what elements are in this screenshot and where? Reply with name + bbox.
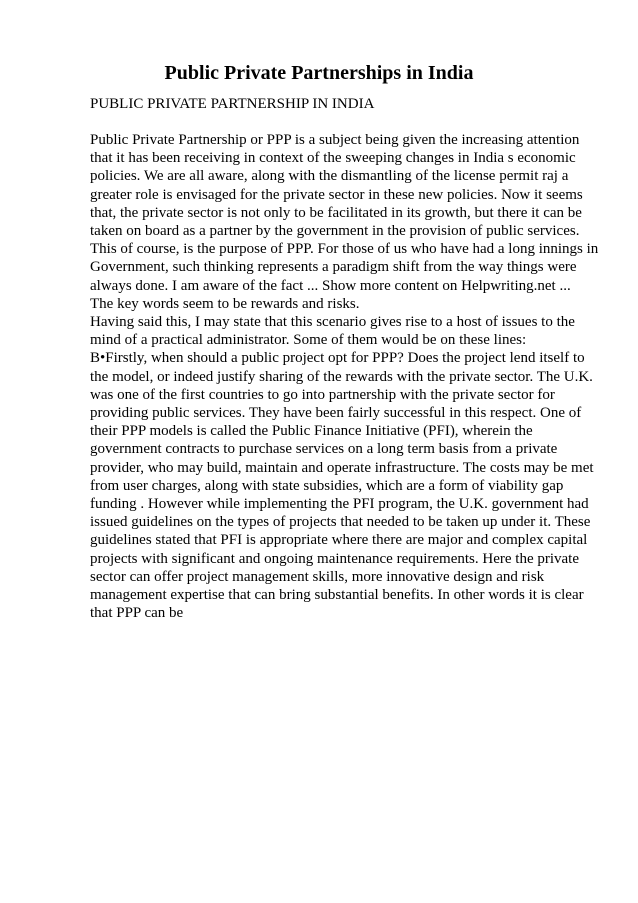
- body-line: guidelines stated that PFI is appropriate where there are major and complex capital: [90, 532, 588, 549]
- body-line: from user charges, along with state subsidies, which are a form of viability gap: [90, 477, 564, 494]
- body-line: B•Firstly, when should a public project opt for PPP? Does the project lend itself to: [90, 350, 585, 367]
- body-line: mind of a practical administrator. Some of them would be on these lines:: [90, 332, 527, 349]
- body-line: providing public services. They have been fairly successful in this respect. One of: [90, 405, 582, 422]
- body-line: government contracts to purchase services on a long term basis from a private: [90, 441, 558, 458]
- body-line: Having said this, I may state that this scenario gives rise to a host of issues to the: [90, 314, 575, 331]
- body-line: issued guidelines on the types of projects that needed to be taken up under it. These: [90, 514, 591, 531]
- body-line: provider, who may build, maintain and operate infrastructure. The costs may be met: [90, 459, 594, 476]
- body-line: policies. We are all aware, along with the dismantling of the license permit raj a: [90, 168, 569, 185]
- body-line: The key words seem to be rewards and risks.: [90, 295, 360, 312]
- body-line: greater role is envisaged for the private sector in these new policies. Now it seems: [90, 186, 583, 203]
- body-line: sector can offer project management skills, more innovative design and risk: [90, 568, 545, 585]
- document-body: [90, 131, 599, 622]
- body-line: their PPP models is called the Public Finance Initiative (PFI), wherein the: [90, 423, 533, 440]
- body-line: taken on board as a partner by the government in the provision of public services.: [90, 223, 580, 240]
- document-title: Public Private Partnerships in India: [164, 62, 474, 84]
- body-line: that, the private sector is not only to be facilitated in its growth, but there it can be: [90, 204, 582, 221]
- body-line: that PPP can be: [90, 605, 184, 622]
- body-line: the model, or indeed justify sharing of the rewards with the private sector. The U.K.: [90, 368, 593, 385]
- body-line: was one of the first countries to go into partnership with the private sector for: [90, 386, 555, 403]
- body-line: that it has been receiving in context of the sweeping changes in India s economic: [90, 150, 576, 167]
- body-line: always done. I am aware of the fact ... Show more content on Helpwriting.net ...: [90, 277, 571, 294]
- body-line: projects with significant and ongoing maintenance requirements. Here the private: [90, 550, 580, 567]
- body-line: funding . However while implementing the PFI program, the U.K. government had: [90, 496, 589, 513]
- body-line: This of course, is the purpose of PPP. For those of us who have had a long innings in: [90, 241, 599, 258]
- body-line: management expertise that can bring substantial benefits. In other words it is clear: [90, 587, 584, 604]
- document-subtitle: PUBLIC PRIVATE PARTNERSHIP IN INDIA: [90, 96, 375, 112]
- body-line: Public Private Partnership or PPP is a subject being given the increasing attention: [90, 132, 580, 148]
- body-line: Government, such thinking represents a paradigm shift from the way things were: [90, 259, 577, 276]
